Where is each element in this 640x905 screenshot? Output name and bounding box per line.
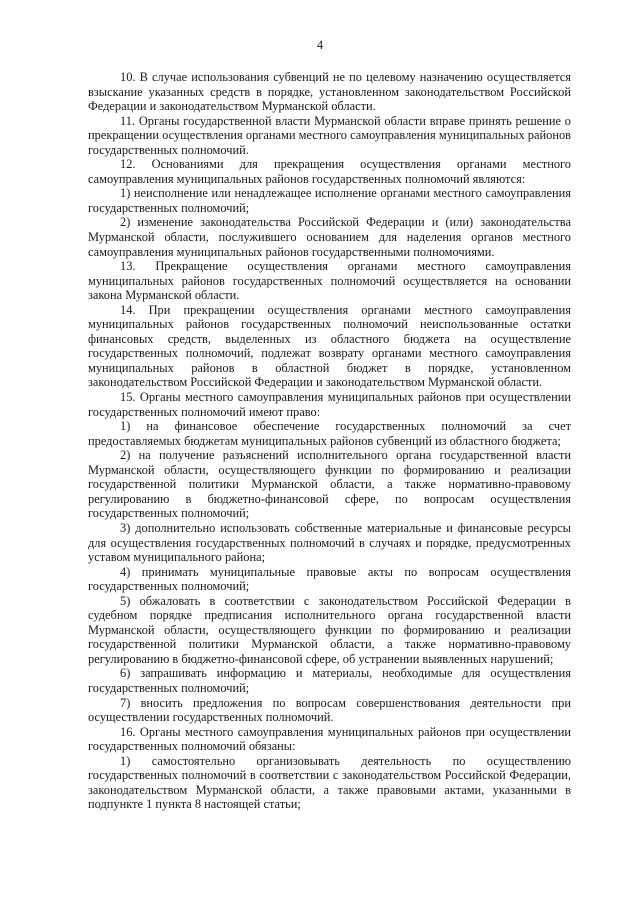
page-number: 4 (316, 38, 324, 52)
document-body (88, 70, 571, 812)
paragraph-15-item-2: 2) на получение разъяснений исполнительного органа государственной власти Мурманской области, осуществляющего функции по формированию и реализации государственной политики Мурманской области, а также нормативно-правовому регулированию в бюджетно-финансовой сфере, по вопросам осуществления государственных полномочий; (88, 448, 571, 521)
paragraph-15-item-4: 4) принимать муниципальные правовые акты по вопросам осуществления государственных полномочий; (88, 564, 571, 594)
paragraph-15-item-3: 3) дополнительно использовать собственные материальные и финансовые ресурсы для осуществления государственных полномочий в случаях и порядке, предусмотренных уставом муниципального района; (88, 520, 571, 565)
paragraph-15-item-5: 5) обжаловать в соответствии с законодательством Российской Федерации в судебном порядке предписания исполнительного органа государственной власти Мурманской области, осуществляющего функции по формированию и реализации государственной политики Мурманской области, а также нормативно-правовому регулированию в бюджетно-финансовой сфере, об устранении выявленных нарушений; (88, 593, 571, 666)
paragraph-16-item-1: 1) самостоятельно организовывать деятельность по осуществлению государственных полномочий в соответствии с законодательством Российской Федерации, законодательством Мурманской области, а также правовыми актами, указанными в подпункте 1 пункта 8 настоящей статьи; (88, 753, 571, 812)
paragraph-14: 14. При прекращении осуществления органами местного самоуправления муниципальных районов государственных полномочий неиспользованные остатки финансовых средств, выделенных из областного бюджета на осуществление государственных полномочий, подлежат возврату органами местного самоуправления муниципальных районов в областной бюджет в порядке, установленном законодательством Российской Федерации и законодательством Мурманской области. (88, 302, 571, 390)
paragraph-12-item-1: 1) неисполнение или ненадлежащее исполнение органами местного самоуправления государственных полномочий; (88, 186, 571, 215)
paragraph-15-item-7: 7) вносить предложения по вопросам совершенствования деятельности при осуществлении государственных полномочий. (88, 695, 571, 725)
paragraph-11: 11. Органы государственной власти Мурманской области вправе принять решение о прекращении осуществления органами местного самоуправления муниципальных районов государственных полномочий. (88, 113, 571, 157)
paragraph-12: 12. Основаниями для прекращения осуществления органами местного самоуправления муниципальных районов государственных полномочий являются: (88, 157, 571, 186)
paragraph-13: 13. Прекращение осуществления органами местного самоуправления муниципальных районов государственных полномочий осуществляется на основании закона Мурманской области. (88, 259, 571, 303)
paragraph-15: 15. Органы местного самоуправления муниципальных районов при осуществлении государственных полномочий имеют право: (88, 390, 571, 419)
paragraph-10: 10. В случае использования субвенций не по целевому назначению осуществляется взыскание указанных средств в порядке, установленном законодательством Российской Федерации и законодательством Мурманской области. (88, 70, 571, 114)
paragraph-12-item-2: 2) изменение законодательства Российской Федерации и (или) законодательства Мурманской области, послужившего основанием для наделения органов местного самоуправления муниципальных районов государственными полномочиями. (88, 215, 571, 259)
paragraph-15-item-1: 1) на финансовое обеспечение государственных полномочий за счет предоставляемых бюджетам муниципальных районов субвенций из областного бюджета; (88, 419, 571, 448)
paragraph-15-item-6: 6) запрашивать информацию и материалы, необходимые для осуществления государственных полномочий; (88, 666, 571, 695)
paragraph-16: 16. Органы местного самоуправления муниципальных районов при осуществлении государственных полномочий обязаны: (88, 724, 571, 754)
